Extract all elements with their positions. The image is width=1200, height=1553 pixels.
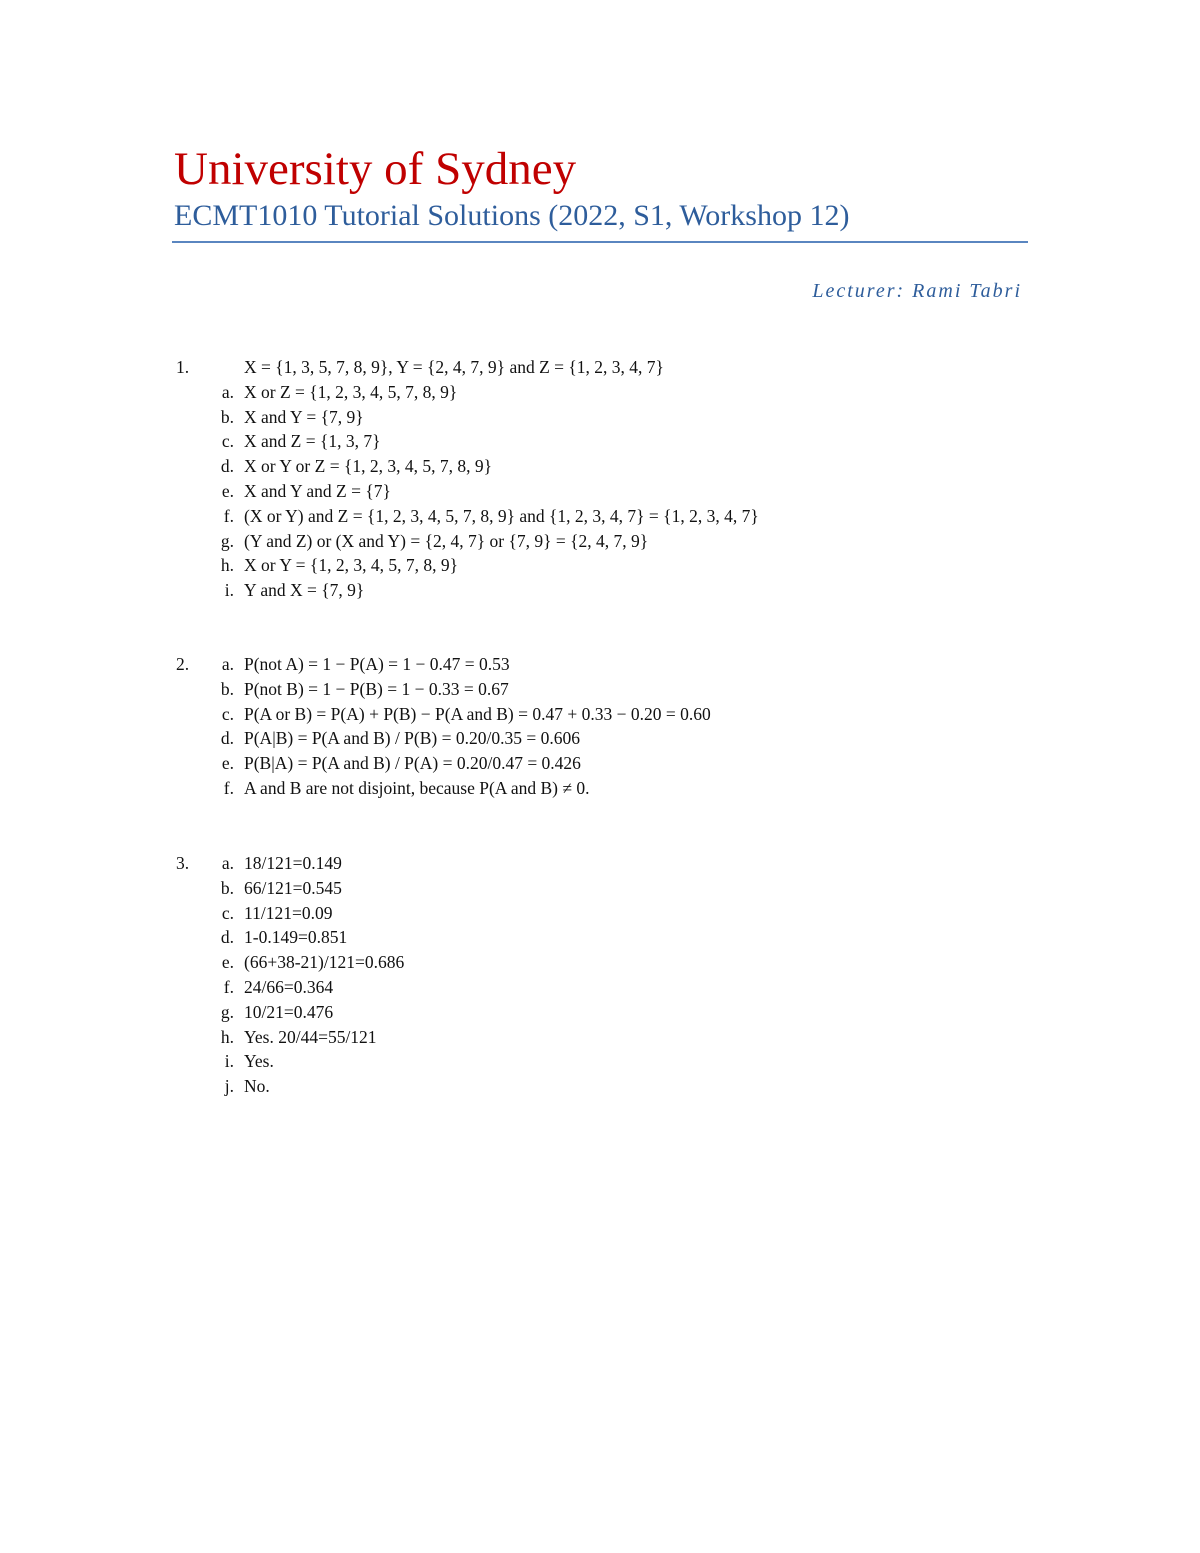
item-label: a.	[221, 853, 234, 873]
item-label: h.	[220, 555, 234, 576]
question-intro: X = {1, 3, 5, 7, 8, 9}, Y = {2, 4, 7, 9} and Z = {1, 2, 3, 4, 7}	[244, 357, 664, 377]
item-text: 11/121=0.09	[244, 902, 333, 923]
item-label: b.	[220, 877, 234, 898]
item-label: g.	[220, 530, 234, 551]
item-label: g.	[220, 1001, 234, 1022]
item-text: X or Y or Z = {1, 2, 3, 4, 5, 7, 8, 9}	[244, 456, 492, 477]
item-text: P(not B) = 1 − P(B) = 1 − 0.33 = 0.67	[244, 678, 509, 699]
item-label: c.	[221, 902, 234, 923]
item-label: c.	[221, 703, 234, 724]
item-label: i.	[224, 580, 234, 601]
item-text: P(not A) = 1 − P(A) = 1 − 0.47 = 0.53	[244, 654, 510, 674]
item-text: Yes.	[244, 1051, 274, 1072]
document-subtitle: ECMT1010 Tutorial Solutions (2022, S1, Workshop 12)	[174, 199, 850, 232]
item-label: f.	[223, 505, 234, 526]
item-text: P(A or B) = P(A) + P(B) − P(A and B) = 0.47 + 0.33 − 0.20 = 0.60	[244, 703, 711, 724]
item-label: j.	[224, 1076, 234, 1097]
item-text: A and B are not disjoint, because P(A and B) ≠ 0.	[244, 778, 590, 798]
item-label: a.	[221, 654, 234, 674]
item-label: h.	[220, 1026, 234, 1047]
item-label: a.	[221, 381, 234, 402]
item-label: b.	[220, 678, 234, 699]
item-text: 10/21=0.476	[244, 1001, 334, 1022]
question-number: 1.	[176, 357, 190, 377]
header-divider	[172, 241, 1028, 243]
item-label: d.	[220, 927, 234, 948]
item-label: i.	[224, 1051, 234, 1072]
item-text: 66/121=0.545	[244, 877, 342, 898]
item-text: (Y and Z) or (X and Y) = {2, 4, 7} or {7, 9} = {2, 4, 7, 9}	[244, 530, 649, 551]
item-text: X or Z = {1, 2, 3, 4, 5, 7, 8, 9}	[244, 381, 458, 402]
question-number: 2.	[176, 654, 190, 674]
item-label: d.	[220, 456, 234, 477]
item-label: b.	[220, 406, 234, 427]
item-label: d.	[220, 728, 234, 749]
item-text: 1-0.149=0.851	[244, 927, 348, 948]
item-text: X and Y and Z = {7}	[244, 481, 391, 501]
university-title: University of Sydney	[174, 143, 577, 195]
item-label: f.	[223, 778, 234, 798]
item-text: No.	[244, 1076, 270, 1097]
item-text: X or Y = {1, 2, 3, 4, 5, 7, 8, 9}	[244, 555, 458, 576]
item-text: (66+38-21)/121=0.686	[244, 952, 405, 973]
question-number: 3.	[176, 853, 190, 873]
item-label: f.	[223, 977, 234, 997]
item-label: e.	[221, 952, 234, 973]
item-text: X and Y = {7, 9}	[244, 406, 364, 427]
item-label: c.	[221, 431, 234, 452]
item-text: Yes. 20/44=55/121	[244, 1026, 377, 1047]
lecturer-line: Lecturer: Rami Tabri	[812, 280, 1022, 302]
item-text: (X or Y) and Z = {1, 2, 3, 4, 5, 7, 8, 9} and {1, 2, 3, 4, 7} = {1, 2, 3, 4, 7}	[244, 505, 759, 526]
item-text: X and Z = {1, 3, 7}	[244, 431, 381, 452]
item-text: 18/121=0.149	[244, 853, 342, 873]
item-text: P(B|A) = P(A and B) / P(A) = 0.20/0.47 = 0.426	[244, 753, 581, 774]
item-label: e.	[221, 753, 234, 774]
item-text: P(A|B) = P(A and B) / P(B) = 0.20/0.35 = 0.606	[244, 728, 580, 749]
item-text: Y and X = {7, 9}	[244, 580, 365, 601]
item-label: e.	[221, 481, 234, 501]
item-text: 24/66=0.364	[244, 977, 334, 997]
